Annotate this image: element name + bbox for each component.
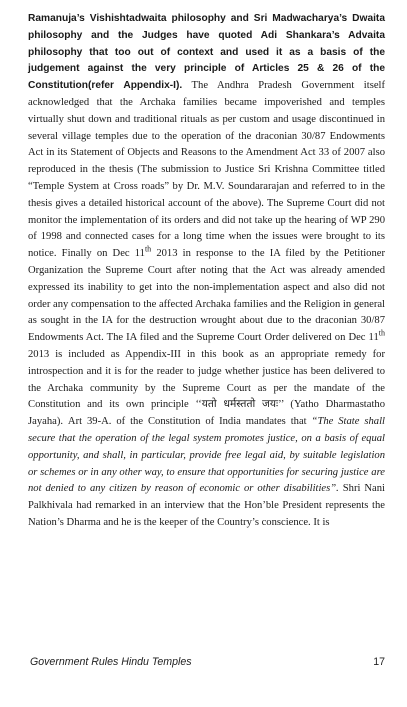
bold-intro-text: Ramanuja’s Vishishtadwaita philosophy and Sri Madwacharya’s Dwaita philosophy and the Judges have quoted Adi Shankara’s Advaita philosophy that too out of context and used it as a basis of the judgement against the very principle of Articles 25 & 26 of the Constitution(refer Appendix-I). (28, 13, 385, 92)
page-footer (30, 656, 385, 668)
paragraph-text-1: The Andhra Pradesh Government itself acknowledged that the Archaka families became impoverished and temples virtually shut down and traditional rituals as per custom and usage discontinued in several village temples due to the operation of the draconian 30/87 Endowments Act in its Statement of Objects and Reasons to the Amendment Act 33 of 2007 also reproduced in the thesis (The submission to Justice Sri Krishna Committee titled “Temple System at Cross roads” by Dr. M.V. Soundararajan and referred to in the thesis gives a detailed historical account of the above). The Supreme Court did not monitor the implementation of its orders and did not take up the hearing of WP 290 of 1998 and connected cases for a long time when the issues were brought to its notice. Finally on Dec 11 (28, 80, 385, 260)
ordinal-superscript-1: th (144, 244, 152, 254)
paragraph-text-2: 2013 in response to the IA filed by the Petitioner Organization the Supreme Court after noting that the Act was already amended expressed its inability to get into the non-implementation aspect and also did not order any compensation to the affected Archaka families and the Religion in general as sought in the IA for the destruction wrought about due to the draconian 30/87 Endowments Act. The IA filed and the Supreme Court Order delivered on Dec 11 (28, 248, 385, 344)
footer-book-title: Government Rules Hindu Temples (30, 656, 192, 668)
ordinal-superscript-2: th (378, 328, 385, 338)
page-number: 17 (373, 656, 385, 668)
paragraph-text-4: Shri Nani Palkhivala had remarked in an interview that the Hon’ble President represents the Nation’s Dharma and he is the keeper of the Country’s conscience. It is (28, 483, 385, 528)
body-paragraph (28, 11, 385, 532)
article-39a-quote: “The State shall secure that the operation of the legal system promotes justice, on a basis of equal opportunity, and shall, in particular, provide free legal aid, by suitable legislation or schemes or in any other way, to ensure that opportunities for securing justice are not denied to any citizen by reason of economic or other disabilities”. (28, 416, 385, 495)
paragraph-text-3: 2013 is included as Appendix-III in this book as an appropriate remedy for introspection and it is for the reader to judge whether justice has been delivered to the Archaka community by the Supreme Court as per the mandate of the Constitution and its own principle ‘‘यतो धर्मस्ततो जयः’’ (Yatho Dharmastatho Jayaha). Art 39-A. of the Constitution of India mandates that (28, 348, 385, 428)
